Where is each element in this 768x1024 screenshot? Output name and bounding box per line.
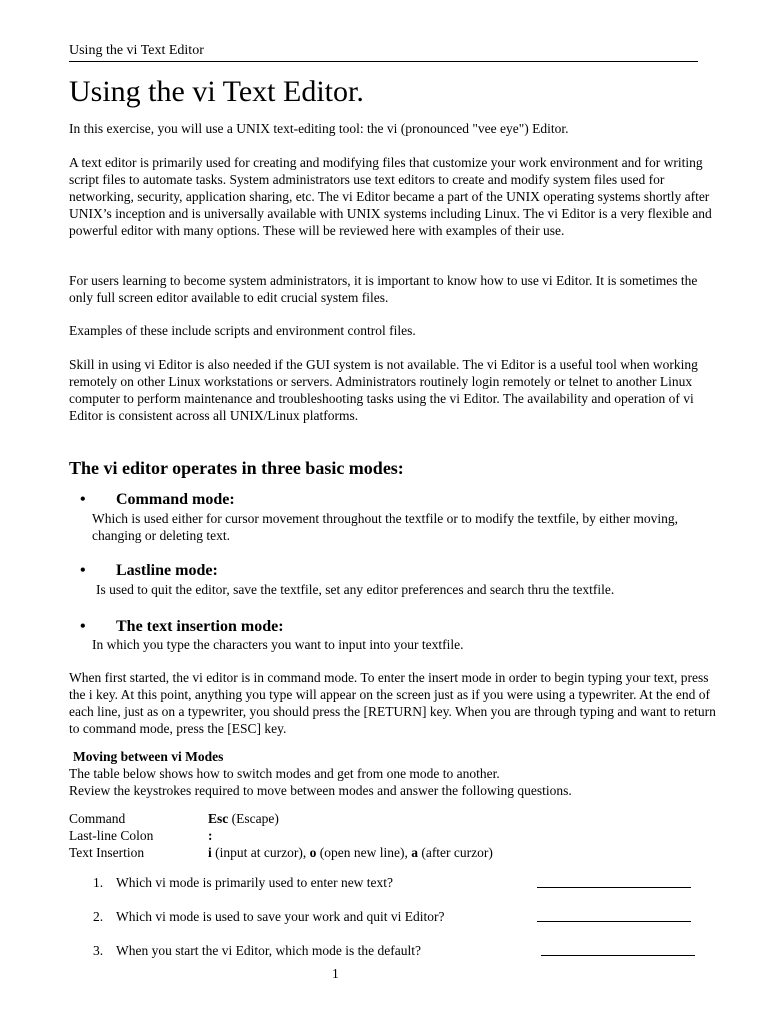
bullet-icon: • [80, 618, 86, 635]
keystroke-keys: Esc (Escape) [208, 811, 279, 826]
mode-name: Command mode: [116, 491, 235, 508]
paragraph-insert-mode: When first started, the vi editor is in command mode. To enter the insert mode in order to begin typing your text, press the i key. At this point, anything you type will appear on the screen just as if you were using a typewriter. At the end of each line, just as on a typewriter, you should press the [RETURN] key. When you are through typing and want to return to command mode, press the [ESC] key. [69, 670, 716, 736]
intro-paragraph: In this exercise, you will use a UNIX text-editing tool: the vi (pronounced "vee eye") Editor. [69, 121, 569, 136]
question-number: 2. [93, 909, 104, 924]
answer-blank[interactable] [537, 887, 691, 888]
keystroke-keys: i (input at curzor), o (open new line), a (after curzor) [208, 845, 493, 860]
question-item [93, 908, 703, 925]
mode-description: In which you type the characters you want to input into your textfile. [92, 637, 464, 652]
question-text: When you start the vi Editor, which mode is the default? [116, 943, 422, 958]
keystroke-mode: Command [69, 811, 126, 826]
page-number: 1 [332, 966, 339, 981]
moving-heading: Moving between vi Modes [73, 749, 224, 764]
moving-line-2: Review the keystrokes required to move between modes and answer the following questions. [69, 783, 572, 798]
keystroke-row-insertion [69, 844, 709, 861]
question-item [93, 874, 703, 891]
question-number: 1. [93, 875, 104, 890]
keystroke-row-lastline [69, 827, 709, 844]
keystroke-mode: Last-line Colon [69, 828, 154, 843]
keystroke-mode: Text Insertion [69, 845, 145, 860]
mode-item-insertion [80, 617, 284, 637]
mode-name: The text insertion mode: [116, 618, 284, 635]
mode-item-command [80, 490, 235, 510]
moving-line-1: The table below shows how to switch modes and get from one mode to another. [69, 766, 500, 781]
page-title: Using the vi Text Editor. [69, 75, 364, 108]
question-text: Which vi mode is used to save your work and quit vi Editor? [116, 909, 445, 924]
running-header: Using the vi Text Editor [69, 42, 698, 62]
mode-name: Lastline mode: [116, 562, 218, 579]
paragraph-sysadmin: For users learning to become system administrators, it is important to know how to use vi Editor. It is sometimes the only full screen editor available to edit crucial system files. [69, 273, 698, 305]
question-text: Which vi mode is primarily used to enter new text? [116, 875, 394, 890]
answer-blank[interactable] [537, 921, 691, 922]
mode-description: Which is used either for cursor movement throughout the textfile or to modify the textfile, by either moving, changing or deleting text. [92, 511, 678, 543]
mode-item-lastline [80, 561, 218, 581]
keystroke-keys: : [208, 828, 213, 843]
answer-blank[interactable] [541, 955, 695, 956]
modes-heading: The vi editor operates in three basic modes: [69, 458, 404, 478]
bullet-icon: • [80, 562, 86, 579]
paragraph-text-editor: A text editor is primarily used for creating and modifying files that customize your work environment and for writing script files to automate tasks. System administrators use text editors to create and modify system files used for networking, security, application sharing, etc. The vi Editor became a part of the UNIX operating systems shortly after UNIX’s inception and is universally available with UNIX systems including Linux. The vi Editor is a very flexible and powerful editor with many options. These will be reviewed here with examples of their use. [69, 155, 712, 238]
question-number: 3. [93, 943, 104, 958]
keystroke-row-command [69, 810, 709, 827]
mode-description: Is used to quit the editor, save the textfile, set any editor preferences and search thru the textfile. [96, 582, 615, 597]
question-item [93, 942, 703, 959]
bullet-icon: • [80, 491, 86, 508]
paragraph-examples: Examples of these include scripts and environment control files. [69, 323, 416, 338]
paragraph-skill: Skill in using vi Editor is also needed if the GUI system is not available. The vi Editor is a useful tool when working remotely on other Linux workstations or servers. Administrators routinely login remotely or telnet to another Linux computer to perform maintenance and troubleshooting tasks using the vi Editor. The availability and operation of vi Editor is consistent across all UNIX/Linux platforms. [69, 357, 698, 423]
